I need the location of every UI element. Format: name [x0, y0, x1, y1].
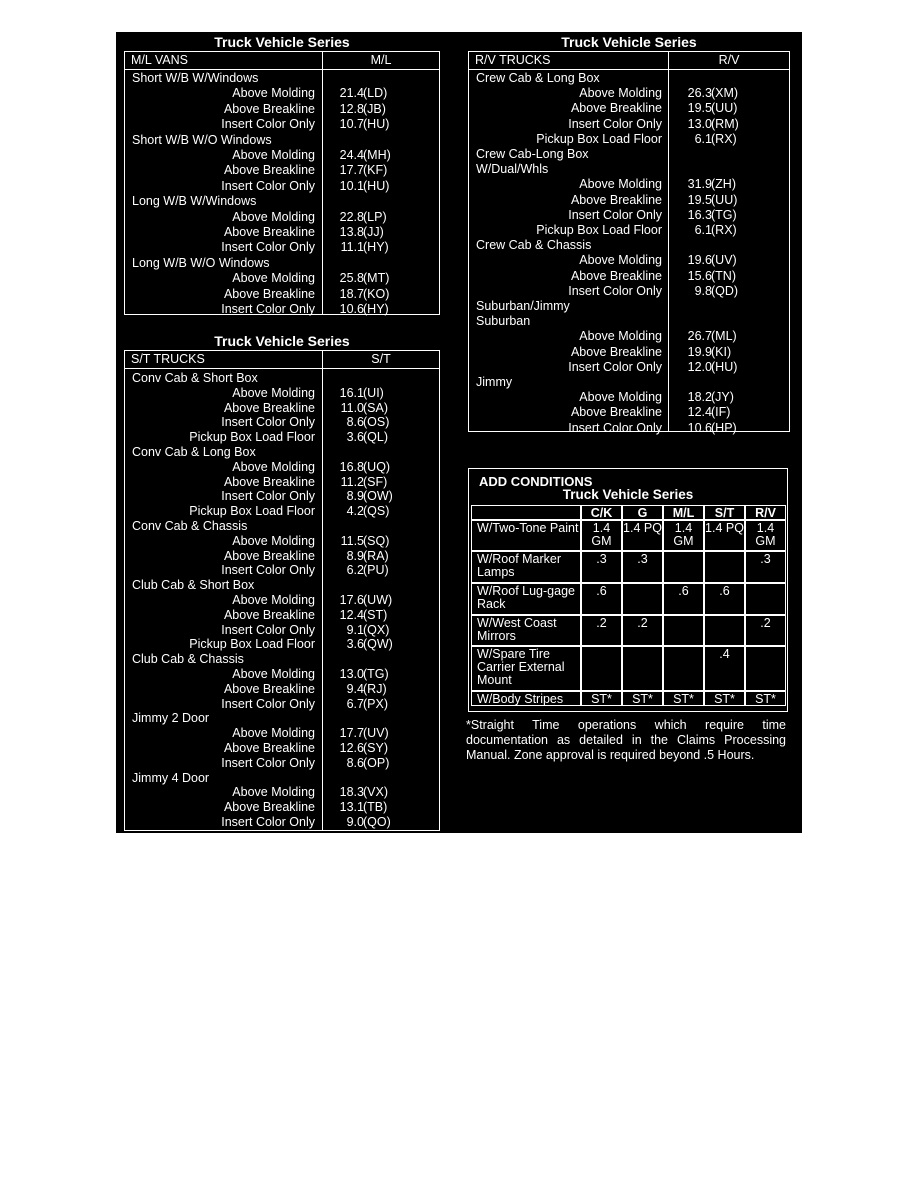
group-label: Suburban — [476, 314, 531, 329]
flat-rate-value: 10.7 — [339, 117, 364, 132]
labor-code: (ML) — [711, 329, 737, 344]
flat-rate-value: 12.8 — [339, 101, 364, 116]
flat-rate-value: 19.5 — [687, 101, 712, 116]
row-label: Insert Color Only — [221, 415, 315, 430]
labor-code: (QW) — [363, 637, 393, 652]
labor-code: (RJ) — [363, 681, 387, 696]
labor-code: (RX) — [711, 131, 737, 146]
group-label: Club Cab & Short Box — [132, 578, 255, 593]
row-label: Above Breakline — [570, 192, 662, 207]
flat-rate-value: 17.7 — [339, 726, 364, 741]
row-label: Above Breakline — [223, 474, 315, 489]
flat-rate-value: 13.1 — [339, 800, 364, 815]
labor-code: (HU) — [363, 178, 390, 193]
condition-value — [745, 583, 786, 615]
group-label: Long W/B W/Windows — [132, 194, 257, 209]
row-label: Above Breakline — [223, 741, 315, 755]
row-label: Above Breakline — [223, 400, 315, 415]
condition-value: ST* — [581, 691, 622, 706]
condition-label: W/Roof Marker Lamps — [471, 551, 581, 583]
st-section-title: Truck Vehicle Series — [214, 333, 350, 349]
row-label: Above Breakline — [223, 800, 315, 815]
row-label: Insert Color Only — [221, 240, 315, 255]
row-label: Above Breakline — [223, 225, 315, 239]
rv-left-header: R/V TRUCKS — [475, 53, 551, 67]
column-header: G — [622, 505, 663, 520]
header-blank-cell — [471, 505, 581, 520]
flat-rate-value: 4.2 — [346, 504, 364, 519]
flat-rate-value: 25.8 — [339, 271, 364, 286]
flat-rate-value: 13.0 — [687, 116, 712, 131]
flat-rate-value: 24.4 — [339, 148, 364, 162]
group-label: Club Cab & Chassis — [132, 652, 244, 667]
labor-code: (SA) — [363, 400, 388, 415]
flat-rate-value: 19.6 — [687, 253, 712, 268]
flat-rate-value: 6.2 — [346, 563, 364, 578]
flat-rate-value: 9.4 — [346, 681, 364, 696]
group-label: Crew Cab-Long Box — [476, 147, 589, 161]
st-trucks-table — [124, 350, 440, 831]
row-label: Insert Color Only — [221, 563, 315, 578]
condition-value: .3 — [622, 551, 663, 583]
row-label: Above Molding — [579, 253, 662, 268]
flat-rate-value: 11.0 — [340, 400, 364, 415]
flat-rate-value: 12.4 — [687, 405, 712, 420]
flat-rate-value: 6.7 — [346, 696, 364, 711]
row-label: Above Breakline — [570, 268, 662, 283]
flat-rate-value: 16.8 — [339, 459, 364, 474]
flat-rate-value: 12.4 — [339, 607, 364, 622]
condition-value: .2 — [581, 615, 622, 646]
condition-value — [663, 646, 704, 691]
condition-value: 1.4 GM — [663, 520, 704, 551]
labor-code: (ST) — [363, 607, 388, 622]
flat-rate-value: 26.7 — [687, 329, 712, 344]
row-label: Above Molding — [579, 390, 662, 405]
row-label: Pickup Box Load Floor — [189, 637, 315, 652]
add-conditions-subtitle: Truck Vehicle Series — [562, 487, 694, 502]
flat-rate-value: 9.0 — [346, 815, 364, 829]
flat-rate-value: 19.9 — [687, 344, 712, 359]
column-header: R/V — [745, 505, 786, 520]
labor-code: (JJ) — [363, 225, 384, 239]
condition-value: 1.4 PQ — [704, 520, 745, 551]
condition-value: .6 — [663, 583, 704, 615]
labor-code: (MH) — [363, 148, 391, 162]
condition-label: W/Body Stripes — [471, 691, 581, 706]
ml-vans-table — [124, 51, 440, 315]
labor-code: (QX) — [363, 622, 390, 637]
labor-code: (UU) — [711, 192, 738, 207]
flat-rate-value: 18.2 — [687, 390, 712, 405]
flat-rate-value: 21.4 — [339, 86, 364, 101]
flat-rate-value: 9.8 — [694, 283, 712, 298]
labor-code: (SQ) — [363, 533, 390, 548]
group-label: Jimmy 2 Door — [132, 711, 210, 726]
row-label: Above Molding — [232, 385, 315, 400]
row-label: Above Molding — [232, 785, 315, 800]
flat-rate-value: 17.7 — [339, 163, 364, 178]
condition-value: ST* — [745, 691, 786, 706]
st-right-header: S/T — [371, 352, 391, 366]
condition-value — [663, 615, 704, 646]
group-label: Short W/B W/O Windows — [132, 132, 272, 147]
labor-code: (MT) — [363, 271, 390, 286]
column-header: C/K — [581, 505, 622, 520]
flat-rate-value: 12.0 — [687, 359, 712, 374]
row-label: Insert Color Only — [568, 420, 662, 435]
row-label: Above Breakline — [223, 286, 315, 301]
labor-code: (UQ) — [363, 459, 391, 474]
row-label: Insert Color Only — [568, 116, 662, 131]
flat-rate-value: 8.6 — [346, 755, 364, 770]
row-label: Insert Color Only — [221, 622, 315, 637]
group-label: Conv Cab & Short Box — [132, 371, 258, 385]
labor-code: (RX) — [711, 223, 737, 237]
condition-value: .2 — [745, 615, 786, 646]
row-label: Above Breakline — [223, 163, 315, 178]
flat-rate-value: 11.5 — [340, 533, 364, 548]
condition-value: 1.4 PQ — [622, 520, 663, 551]
column-divider — [322, 52, 323, 314]
labor-code: (HY) — [363, 302, 389, 316]
labor-code: (TG) — [711, 207, 737, 222]
condition-value — [663, 551, 704, 583]
row-label: Above Molding — [232, 271, 315, 286]
row-label: Above Molding — [579, 329, 662, 344]
rv-trucks-table — [468, 51, 790, 435]
labor-code: (PU) — [363, 563, 389, 578]
labor-code: (KF) — [363, 163, 388, 178]
group-label: Short W/B W/Windows — [132, 71, 259, 85]
flat-rate-value: 15.6 — [687, 268, 712, 283]
group-label: W/Dual/Whls — [476, 162, 549, 177]
labor-code: (XM) — [711, 86, 739, 101]
labor-code: (PX) — [363, 696, 388, 711]
row-label: Above Molding — [232, 726, 315, 741]
flat-rate-value: 3.6 — [346, 430, 364, 445]
condition-label: W/Two-Tone Paint — [471, 520, 581, 551]
condition-value: ST* — [622, 691, 663, 706]
row-label: Above Molding — [232, 533, 315, 548]
condition-value — [622, 583, 663, 615]
row-label: Insert Color Only — [568, 283, 662, 298]
labor-code: (JB) — [363, 101, 386, 116]
labor-code: (TB) — [363, 800, 388, 815]
column-header: S/T — [704, 505, 745, 520]
labor-code: (SY) — [363, 741, 388, 755]
flat-rate-value: 18.3 — [339, 785, 364, 800]
straight-time-footnote: *Straight Time operations which require time documentation as detailed in the Claims Processing Manual. Zone approval is required beyond .5 Hours. — [466, 718, 786, 762]
labor-code: (HP) — [711, 420, 737, 435]
labor-code: (VX) — [363, 785, 388, 800]
labor-code: (OW) — [363, 489, 393, 504]
row-label: Pickup Box Load Floor — [189, 430, 315, 445]
flat-rate-value: 11.1 — [340, 240, 364, 255]
row-label: Insert Color Only — [221, 755, 315, 770]
flat-rate-value: 8.9 — [346, 489, 364, 504]
condition-value — [622, 646, 663, 691]
labor-code: (LD) — [363, 86, 388, 101]
st-table-header — [125, 351, 439, 369]
row-label: Insert Color Only — [568, 359, 662, 374]
labor-code: (KI) — [711, 344, 732, 359]
condition-label: W/Roof Lug-gage Rack — [471, 583, 581, 615]
labor-code: (LP) — [363, 209, 387, 224]
labor-code: (ZH) — [711, 177, 736, 192]
row-label: Insert Color Only — [221, 117, 315, 132]
condition-value — [704, 551, 745, 583]
labor-code: (TG) — [363, 667, 389, 681]
row-label: Above Molding — [232, 209, 315, 224]
labor-code: (QS) — [363, 504, 390, 519]
group-label: Long W/B W/O Windows — [132, 255, 270, 270]
flat-rate-value: 10.6 — [687, 420, 712, 435]
row-label: Above Molding — [232, 667, 315, 681]
labor-code: (KO) — [363, 286, 390, 301]
flat-rate-value: 26.3 — [687, 86, 712, 101]
condition-value: .3 — [581, 551, 622, 583]
rv-table-header — [469, 52, 789, 70]
flat-rate-value: 13.8 — [339, 225, 364, 239]
add-conditions-title: ADD CONDITIONS — [479, 474, 593, 489]
group-label: Jimmy 4 Door — [132, 770, 210, 785]
row-label: Pickup Box Load Floor — [189, 504, 315, 519]
ml-table-header — [125, 52, 439, 70]
labor-code: (SF) — [363, 474, 388, 489]
group-label: Suburban/Jimmy — [476, 299, 570, 313]
ml-right-header: M/L — [370, 53, 392, 67]
row-label: Insert Color Only — [221, 302, 315, 316]
group-label: Conv Cab & Chassis — [132, 519, 248, 533]
rv-section-title: Truck Vehicle Series — [561, 34, 697, 50]
condition-value: .6 — [581, 583, 622, 615]
row-label: Insert Color Only — [221, 489, 315, 504]
group-label: Crew Cab & Chassis — [476, 238, 592, 253]
condition-value: .3 — [745, 551, 786, 583]
ml-section-title: Truck Vehicle Series — [214, 34, 350, 50]
row-label: Insert Color Only — [221, 696, 315, 711]
condition-value: .4 — [704, 646, 745, 691]
row-label: Above Molding — [232, 148, 315, 162]
flat-rate-value: 17.6 — [339, 593, 364, 607]
condition-value: ST* — [704, 691, 745, 706]
labor-code: (UW) — [363, 593, 393, 607]
row-label: Above Breakline — [570, 405, 662, 420]
ml-left-header: M/L VANS — [131, 53, 188, 67]
condition-label: W/West Coast Mirrors — [471, 615, 581, 646]
flat-rate-value: 16.3 — [687, 207, 712, 222]
condition-value — [704, 615, 745, 646]
flat-rate-value: 18.7 — [339, 286, 364, 301]
flat-rate-value: 9.1 — [346, 622, 364, 637]
flat-rate-value: 31.9 — [687, 177, 712, 192]
row-label: Above Molding — [232, 459, 315, 474]
labor-code: (QL) — [363, 430, 388, 445]
flat-rate-value: 19.5 — [687, 192, 712, 207]
flat-rate-value: 10.6 — [339, 302, 364, 316]
labor-code: (HU) — [363, 117, 390, 132]
flat-rate-value: 12.6 — [339, 741, 364, 755]
labor-code: (UI) — [363, 385, 384, 400]
group-label: Crew Cab & Long Box — [476, 71, 600, 85]
document-panel — [116, 32, 802, 833]
row-label: Above Molding — [579, 86, 662, 101]
rv-right-header: R/V — [718, 53, 740, 67]
flat-rate-value: 8.9 — [346, 548, 364, 563]
group-label: Jimmy — [476, 375, 513, 389]
labor-code: (QD) — [711, 283, 739, 298]
add-conditions-table — [468, 468, 788, 712]
row-label: Above Breakline — [570, 101, 662, 116]
labor-code: (UV) — [711, 253, 737, 268]
flat-rate-value: 22.8 — [339, 209, 364, 224]
column-divider — [668, 52, 669, 431]
flat-rate-value: 6.1 — [694, 131, 712, 146]
flat-rate-value: 16.1 — [339, 385, 364, 400]
flat-rate-value: 10.1 — [339, 178, 364, 193]
labor-code: (IF) — [711, 405, 731, 420]
labor-code: (RA) — [363, 548, 389, 563]
row-label: Above Breakline — [223, 607, 315, 622]
row-label: Above Breakline — [223, 681, 315, 696]
row-label: Insert Color Only — [568, 207, 662, 222]
labor-code: (OS) — [363, 415, 390, 430]
flat-rate-value: 13.0 — [339, 667, 364, 681]
row-label: Insert Color Only — [221, 178, 315, 193]
flat-rate-value: 3.6 — [346, 637, 364, 652]
row-label: Above Molding — [232, 86, 315, 101]
row-label: Above Molding — [232, 593, 315, 607]
group-label: Conv Cab & Long Box — [132, 445, 256, 459]
labor-code: (HY) — [363, 240, 389, 255]
row-label: Insert Color Only — [221, 815, 315, 829]
row-label: Pickup Box Load Floor — [536, 131, 662, 146]
column-divider — [322, 351, 323, 830]
flat-rate-value: 11.2 — [340, 474, 364, 489]
flat-rate-value: 8.6 — [346, 415, 364, 430]
st-left-header: S/T TRUCKS — [131, 352, 205, 366]
condition-label: W/Spare Tire Carrier External Mount — [471, 646, 581, 691]
condition-value: 1.4 GM — [745, 520, 786, 551]
condition-value: ST* — [663, 691, 704, 706]
flat-rate-value: 6.1 — [694, 223, 712, 237]
row-label: Above Breakline — [223, 548, 315, 563]
condition-value: .2 — [622, 615, 663, 646]
labor-code: (RM) — [711, 116, 739, 131]
row-label: Above Molding — [579, 177, 662, 192]
labor-code: (QO) — [363, 815, 391, 829]
labor-code: (HU) — [711, 359, 738, 374]
labor-code: (UU) — [711, 101, 738, 116]
condition-value — [581, 646, 622, 691]
labor-code: (OP) — [363, 755, 390, 770]
condition-value: .6 — [704, 583, 745, 615]
labor-code: (JY) — [711, 390, 734, 405]
condition-value — [745, 646, 786, 691]
row-label: Pickup Box Load Floor — [536, 223, 662, 237]
labor-code: (TN) — [711, 268, 736, 283]
row-label: Above Breakline — [223, 101, 315, 116]
column-header: M/L — [663, 505, 704, 520]
row-label: Above Breakline — [570, 344, 662, 359]
condition-value: 1.4 GM — [581, 520, 622, 551]
labor-code: (UV) — [363, 726, 389, 741]
